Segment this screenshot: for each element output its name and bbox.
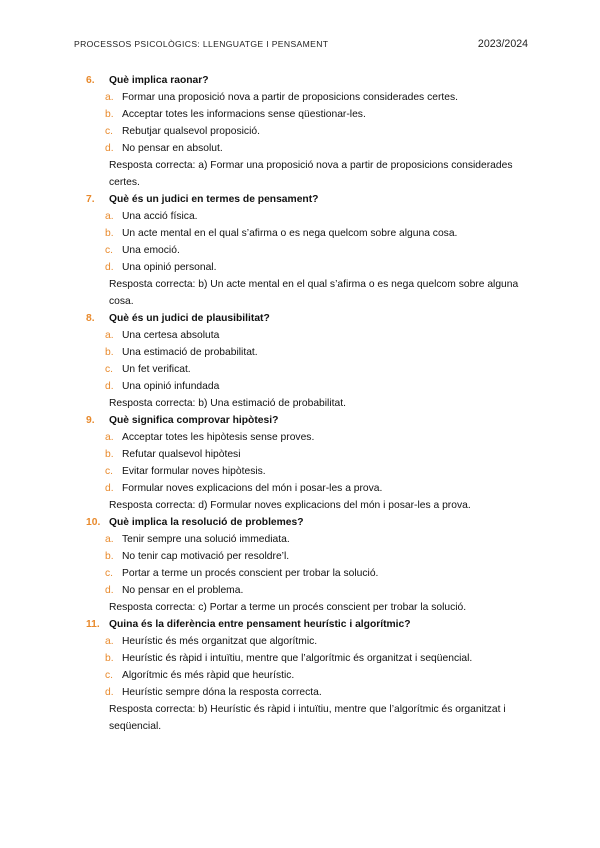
option-text: Una estimació de probabilitat.	[122, 347, 258, 358]
option-letter: b.	[105, 551, 114, 562]
option-item	[105, 531, 526, 548]
option-letter: c.	[105, 364, 114, 375]
question-text: Quina és la diferència entre pensament heurístic i algorítmic?	[109, 619, 411, 630]
option-item	[105, 361, 526, 378]
option-item	[105, 480, 526, 497]
option-letter: b.	[105, 109, 114, 120]
option-text: Una emoció.	[122, 245, 180, 256]
question-list	[86, 72, 526, 735]
option-list	[86, 89, 526, 157]
option-list	[86, 327, 526, 395]
option-item	[105, 446, 526, 463]
option-letter: b.	[105, 449, 114, 460]
academic-year: 2023/2024	[477, 38, 528, 50]
option-letter: c.	[105, 466, 114, 477]
option-text: Una opinió infundada	[122, 381, 220, 392]
option-item	[105, 548, 526, 565]
option-item	[105, 123, 526, 140]
question-heading	[86, 191, 526, 208]
option-letter: a.	[105, 432, 114, 443]
question-heading	[86, 72, 526, 89]
question-block	[86, 191, 526, 310]
option-text: Formar una proposició nova a partir de proposicions considerades certes.	[122, 92, 458, 103]
question-text: Què implica la resolució de problemes?	[109, 517, 304, 528]
question-number: 10.	[86, 517, 101, 528]
option-item	[105, 565, 526, 582]
option-text: Refutar qualsevol hipòtesi	[122, 449, 241, 460]
option-item	[105, 684, 526, 701]
question-text: Què significa comprovar hipòtesi?	[109, 415, 279, 426]
option-text: Portar a terme un procés conscient per trobar la solució.	[122, 568, 379, 579]
option-letter: b.	[105, 228, 114, 239]
answer-row	[86, 276, 526, 310]
option-letter: d.	[105, 483, 114, 494]
option-text: Algorítmic és més ràpid que heurístic.	[122, 670, 295, 681]
answer-row	[86, 701, 526, 735]
option-text: Un acte mental en el qual s’afirma o es nega quelcom sobre alguna cosa.	[122, 228, 458, 239]
option-letter: d.	[105, 585, 114, 596]
option-item	[105, 650, 526, 667]
option-letter: b.	[105, 653, 114, 664]
option-item	[105, 140, 526, 157]
answer-row	[86, 157, 526, 191]
option-text: Una certesa absoluta	[122, 330, 220, 341]
option-letter: c.	[105, 126, 114, 137]
answer-row	[86, 395, 526, 412]
option-list	[86, 429, 526, 497]
question-heading	[86, 310, 526, 327]
question-text: Què és un judici de plausibilitat?	[109, 313, 270, 324]
question-block	[86, 412, 526, 514]
option-letter: b.	[105, 347, 114, 358]
question-number: 6.	[86, 75, 95, 86]
option-item	[105, 327, 526, 344]
correct-answer: Resposta correcta: d) Formular noves explicacions del món i posar-les a prova.	[109, 500, 471, 511]
question-heading	[86, 514, 526, 531]
question-block	[86, 514, 526, 616]
option-item	[105, 242, 526, 259]
option-item	[105, 344, 526, 361]
page-header	[74, 38, 528, 50]
option-item	[105, 106, 526, 123]
option-item	[105, 225, 526, 242]
option-letter: a.	[105, 636, 114, 647]
option-text: Heurístic és més organitzat que algorítmic.	[122, 636, 318, 647]
option-text: Un fet verificat.	[122, 364, 191, 375]
correct-answer: Resposta correcta: b) Heurístic és ràpid i intuïtiu, mentre que l’algorítmic és organitzat i seqüencial.	[109, 704, 506, 732]
option-text: Una acció física.	[122, 211, 198, 222]
question-number: 9.	[86, 415, 95, 426]
option-text: No pensar en absolut.	[122, 143, 223, 154]
option-text: Formular noves explicacions del món i posar-les a prova.	[122, 483, 383, 494]
option-item	[105, 208, 526, 225]
option-item	[105, 429, 526, 446]
correct-answer: Resposta correcta: a) Formar una proposició nova a partir de proposicions considerades certes.	[109, 160, 513, 188]
question-heading	[86, 412, 526, 429]
option-item	[105, 463, 526, 480]
question-block	[86, 72, 526, 191]
option-text: Acceptar totes les informacions sense qüestionar-les.	[122, 109, 366, 120]
question-text: Què implica raonar?	[109, 75, 209, 86]
option-letter: c.	[105, 670, 114, 681]
option-letter: a.	[105, 92, 114, 103]
question-text: Què és un judici en termes de pensament?	[109, 194, 319, 205]
option-list	[86, 208, 526, 276]
option-text: Una opinió personal.	[122, 262, 217, 273]
option-letter: c.	[105, 245, 114, 256]
option-text: No pensar en el problema.	[122, 585, 244, 596]
option-text: No tenir cap motivació per resoldre’l.	[122, 551, 290, 562]
option-text: Rebutjar qualsevol proposició.	[122, 126, 260, 137]
option-item	[105, 259, 526, 276]
correct-answer: Resposta correcta: b) Un acte mental en el qual s’afirma o es nega quelcom sobre alguna cosa.	[109, 279, 519, 307]
option-list	[86, 633, 526, 701]
option-item	[105, 633, 526, 650]
answer-row	[86, 599, 526, 616]
option-text: Tenir sempre una solució immediata.	[122, 534, 290, 545]
option-letter: d.	[105, 687, 114, 698]
question-number: 11.	[86, 619, 100, 630]
question-block	[86, 310, 526, 412]
option-item	[105, 89, 526, 106]
option-item	[105, 667, 526, 684]
question-number: 7.	[86, 194, 95, 205]
option-letter: a.	[105, 211, 114, 222]
option-item	[105, 582, 526, 599]
option-text: Heurístic sempre dóna la resposta correcta.	[122, 687, 322, 698]
option-text: Heurístic és ràpid i intuïtiu, mentre que l’algorítmic és organitzat i seqüencial.	[122, 653, 473, 664]
option-letter: d.	[105, 381, 114, 392]
option-text: Acceptar totes les hipòtesis sense proves.	[122, 432, 315, 443]
correct-answer: Resposta correcta: c) Portar a terme un procés conscient per trobar la solució.	[109, 602, 467, 613]
answer-row	[86, 497, 526, 514]
question-number: 8.	[86, 313, 95, 324]
option-letter: c.	[105, 568, 114, 579]
correct-answer: Resposta correcta: b) Una estimació de probabilitat.	[109, 398, 346, 409]
option-list	[86, 531, 526, 599]
option-letter: a.	[105, 534, 114, 545]
option-letter: d.	[105, 143, 114, 154]
option-letter: d.	[105, 262, 114, 273]
question-block	[86, 616, 526, 735]
option-letter: a.	[105, 330, 114, 341]
option-item	[105, 378, 526, 395]
question-heading	[86, 616, 526, 633]
course-title: PROCESSOS PSICOLÒGICS: LLENGUATGE I PENSAMENT	[74, 39, 329, 49]
option-text: Evitar formular noves hipòtesis.	[122, 466, 266, 477]
